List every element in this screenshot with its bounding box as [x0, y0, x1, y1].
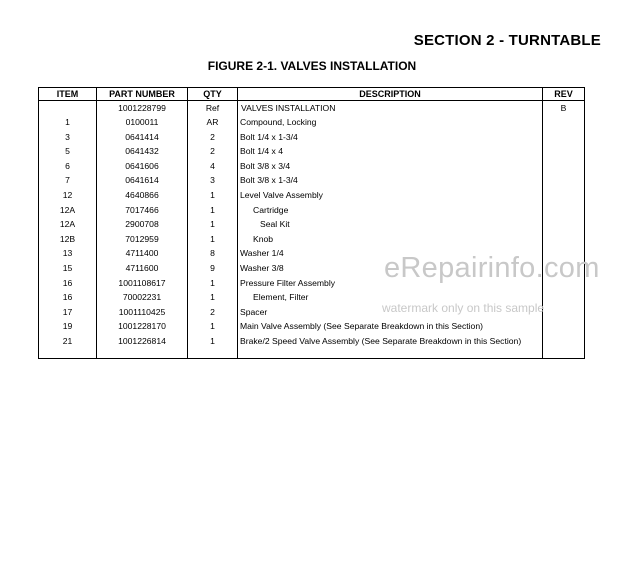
column-header-rev: REV — [543, 88, 585, 101]
item-cell: 21 — [39, 334, 97, 358]
qty-cell: 1 — [188, 188, 238, 203]
part-number-cell: 70002231 — [97, 290, 188, 305]
qty-cell: 3 — [188, 173, 238, 188]
item-cell: 19 — [39, 319, 97, 334]
table-row — [39, 144, 585, 159]
item-cell: 16 — [39, 290, 97, 305]
part-number-cell: 1001108617 — [97, 276, 188, 291]
part-number-cell: 7017466 — [97, 203, 188, 218]
qty-cell: 1 — [188, 319, 238, 334]
table-header-row — [39, 88, 585, 101]
description-cell: Bolt 3/8 x 3/4 — [238, 159, 543, 174]
item-cell: 12A — [39, 203, 97, 218]
parts-table — [38, 87, 585, 359]
watermark-brand-text: eRepairinfo.com — [384, 252, 600, 284]
rev-cell — [543, 319, 585, 334]
table-row — [39, 334, 585, 358]
rev-cell — [543, 305, 585, 320]
rev-cell — [543, 334, 585, 358]
table-row — [39, 173, 585, 188]
column-header-description: DESCRIPTION — [238, 88, 543, 101]
qty-cell: 4 — [188, 159, 238, 174]
column-header-part-number: PART NUMBER — [97, 88, 188, 101]
part-number-cell: 0641614 — [97, 173, 188, 188]
qty-cell: 1 — [188, 217, 238, 232]
table-row — [39, 232, 585, 247]
description-cell: Main Valve Assembly (See Separate Breakdown in this Section) — [238, 319, 543, 334]
qty-cell: 2 — [188, 130, 238, 145]
description-cell: Cartridge — [238, 203, 543, 218]
description-cell: Spacer — [238, 305, 543, 320]
parts-table-body — [39, 101, 585, 359]
column-header-qty: QTY — [188, 88, 238, 101]
part-number-cell: 4640866 — [97, 188, 188, 203]
figure-title: FIGURE 2-1. VALVES INSTALLATION — [207, 59, 417, 73]
qty-cell: 9 — [188, 261, 238, 276]
description-cell: Bolt 1/4 x 4 — [238, 144, 543, 159]
qty-cell: 1 — [188, 232, 238, 247]
part-number-cell: 0100011 — [97, 115, 188, 130]
rev-cell — [543, 144, 585, 159]
qty-cell: 1 — [188, 203, 238, 218]
table-row — [39, 130, 585, 145]
part-number-cell: 0641432 — [97, 144, 188, 159]
description-cell: Brake/2 Speed Valve Assembly (See Separate Breakdown in this Section) — [238, 334, 543, 358]
rev-cell — [543, 203, 585, 218]
rev-cell — [543, 188, 585, 203]
rev-cell — [543, 173, 585, 188]
part-number-cell: 1001228799 — [97, 101, 188, 116]
item-cell: 12 — [39, 188, 97, 203]
qty-cell: AR — [188, 115, 238, 130]
item-cell: 7 — [39, 173, 97, 188]
rev-cell: B — [543, 101, 585, 116]
qty-cell: Ref — [188, 101, 238, 116]
item-cell: 17 — [39, 305, 97, 320]
qty-cell: 1 — [188, 290, 238, 305]
item-cell: 12A — [39, 217, 97, 232]
part-number-cell: 4711600 — [97, 261, 188, 276]
rev-cell — [543, 130, 585, 145]
part-number-cell: 1001226814 — [97, 334, 188, 358]
qty-cell: 8 — [188, 246, 238, 261]
description-cell: Seal Kit — [238, 217, 543, 232]
table-row — [39, 115, 585, 130]
section-title: SECTION 2 - TURNTABLE — [413, 32, 601, 49]
rev-cell — [543, 290, 585, 305]
part-number-cell: 0641414 — [97, 130, 188, 145]
item-cell: 3 — [39, 130, 97, 145]
table-row — [39, 203, 585, 218]
part-number-cell: 2900708 — [97, 217, 188, 232]
item-cell: 13 — [39, 246, 97, 261]
part-number-cell: 1001110425 — [97, 305, 188, 320]
qty-cell: 1 — [188, 334, 238, 358]
item-cell: 16 — [39, 276, 97, 291]
rev-cell — [543, 159, 585, 174]
description-cell: Knob — [238, 232, 543, 247]
part-number-cell: 1001228170 — [97, 319, 188, 334]
table-row — [39, 159, 585, 174]
qty-cell: 1 — [188, 276, 238, 291]
table-row — [39, 217, 585, 232]
description-cell: Level Valve Assembly — [238, 188, 543, 203]
qty-cell: 2 — [188, 144, 238, 159]
rev-cell — [543, 115, 585, 130]
item-cell: 5 — [39, 144, 97, 159]
description-cell: Element, Filter — [238, 290, 543, 305]
description-cell: Bolt 3/8 x 1-3/4 — [238, 173, 543, 188]
rev-cell — [543, 217, 585, 232]
part-number-cell: 0641606 — [97, 159, 188, 174]
description-cell: Washer 3/8 — [238, 261, 543, 276]
item-cell: 12B — [39, 232, 97, 247]
part-number-cell: 7012959 — [97, 232, 188, 247]
description-cell: VALVES INSTALLATION — [238, 101, 543, 116]
column-header-item: ITEM — [39, 88, 97, 101]
description-cell: Compound, Locking — [238, 115, 543, 130]
qty-cell: 2 — [188, 305, 238, 320]
watermark-note-text: watermark only on this sample — [382, 301, 545, 315]
table-row — [39, 319, 585, 334]
description-cell: Bolt 1/4 x 1-3/4 — [238, 130, 543, 145]
rev-cell — [543, 232, 585, 247]
table-row — [39, 188, 585, 203]
table-row — [39, 101, 585, 116]
description-cell: Washer 1/4 — [238, 246, 543, 261]
description-cell: Pressure Filter Assembly — [238, 276, 543, 291]
item-cell — [39, 101, 97, 116]
item-cell: 15 — [39, 261, 97, 276]
item-cell: 6 — [39, 159, 97, 174]
part-number-cell: 4711400 — [97, 246, 188, 261]
item-cell: 1 — [39, 115, 97, 130]
